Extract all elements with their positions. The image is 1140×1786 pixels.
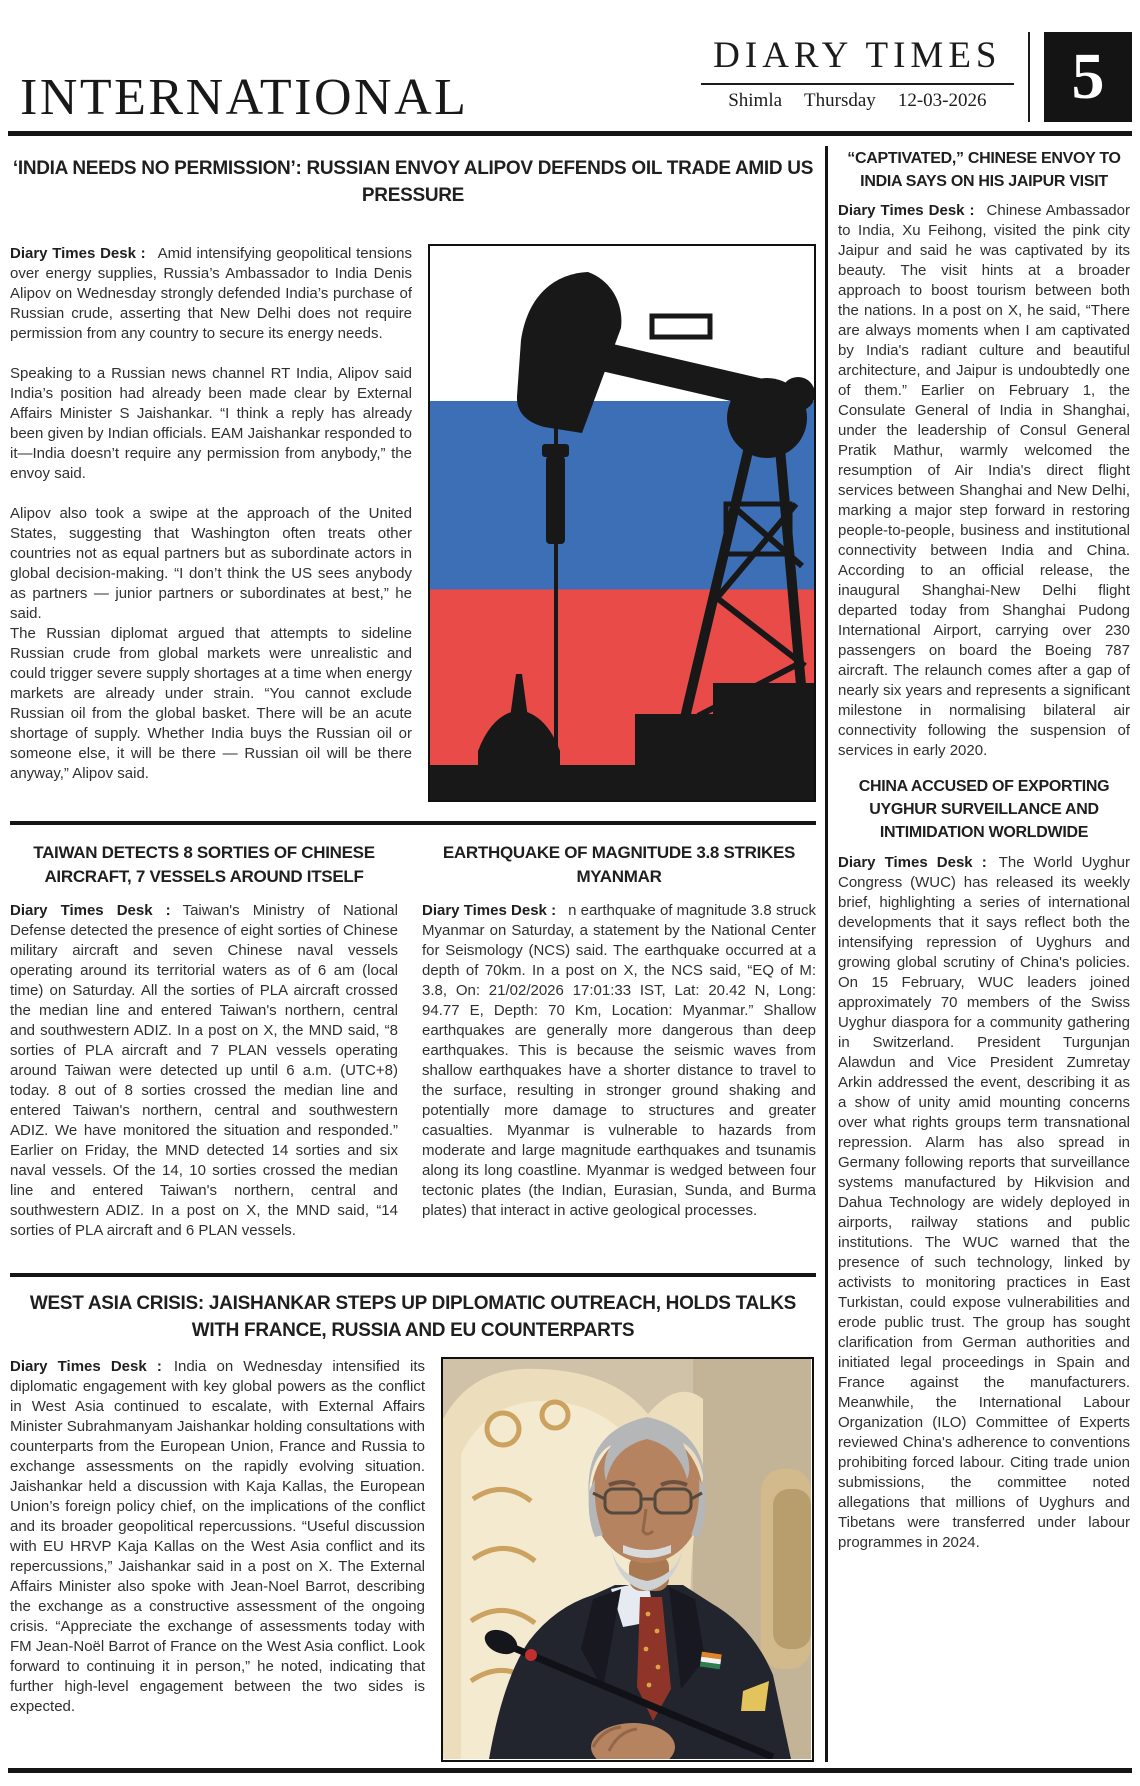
jaishankar-portrait-illustration: [443, 1359, 811, 1759]
masthead-group: [701, 32, 1132, 122]
article-uyghur-headline: CHINA ACCUSED OF EXPORTING UYGHUR SURVEILLANCE AND INTIMIDATION WORLDWIDE: [858, 778, 1110, 841]
oil-pumpjack-icon: [430, 246, 816, 802]
article-paragraph: Diary Times Desk : Taiwan's Ministry of National Defense detected the presence of eight sorties of Chinese military aircraft and seven Chinese naval vessels operating around its territorial waters as of 6 am (local time) on Saturday. All the sorties of PLA aircraft crossed the median line and entered Taiwan's northern, central and southwestern ADIZ. In a post on X, the MND said, “8 sorties of PLA aircraft and 7 PLAN vessels operating around Taiwan were detected up until 6 a.m. (UTC+8) today. 8 out of 8 sorties crossed the median line and entered Taiwan's northern, central and southwestern ADIZ. We have monitored the situation and responded.” Earlier on Friday, the MND detected 14 sorties and six naval vessels. Of the 14, 10 sorties crossed the median line and entered Taiwan's northern, central and southwestern ADIZ. In a post on X, the MND said, “14 sorties of PLA aircraft and 6 PLAN vessels.: [10, 902, 398, 1240]
jaishankar-photo: [441, 1357, 814, 1762]
byline: Diary Times Desk :: [422, 902, 557, 920]
page-number: 5: [1071, 40, 1105, 113]
article-jaipur: [838, 148, 1130, 761]
column-divider: [825, 146, 828, 1762]
article-paragraph: The Russian diplomat argued that attempts to sideline Russian crude from global markets were unrealistic and could trigger severe supply shortages at a time when energy markets are already under strain. “You cannot exclude Russian oil from the global basket. There will be an acute shortage of supply. Whether India buys the Russian oil or someone else, it will be there — Russian oil will be there anyway,” Alipov said.: [10, 624, 412, 782]
article-earthquake-body: [422, 901, 816, 1261]
article-alipov: [10, 156, 816, 825]
second-row: [10, 825, 816, 1261]
main-content: [10, 142, 816, 1762]
footer-rule: [8, 1768, 1132, 1773]
header-rule: [8, 131, 1132, 136]
right-column: [838, 148, 1130, 1774]
dateline-day: Thursday: [804, 90, 876, 111]
byline: Diary Times Desk :: [838, 202, 975, 220]
article-paragraph: Alipov also took a swipe at the approach of the United States, suggesting that Washington often treats other countries not as equal partners but as subordinate actors in global decision-making. “I don’t think the US sees anybody as partners — junior partners or subordinates at best,” he said.: [10, 504, 412, 622]
article-jaipur-body: [838, 201, 1130, 761]
article-west-asia-headline: WEST ASIA CRISIS: JAISHANKAR STEPS UP DIPLOMATIC OUTREACH, HOLDS TALKS WITH FRANCE, RUSSIA AND EU COUNTERPARTS: [29, 1293, 797, 1342]
article-taiwan: [10, 825, 398, 1261]
byline: Diary Times Desk :: [838, 853, 987, 871]
article-alipov-headline: ‘INDIA NEEDS NO PERMISSION’: RUSSIAN ENVOY ALIPOV DEFENDS OIL TRADE AMID US PRESSURE: [12, 158, 814, 206]
article-west-asia-body: [10, 1357, 425, 1761]
byline: Diary Times Desk :: [10, 1358, 162, 1376]
article-paragraph: Diary Times Desk : The World Uyghur Congress (WUC) has released its weekly brief, highlighting a series of international developments that it says reflect both the intensifying repression of Uyghurs and growing global scrutiny of China's policies. On 15 February, WUC leaders joined approximately 70 members of the Swiss Uyghur diaspora for a community gathering in Switzerland. President Turgunjan Alawdun and Vice President Zumretay Arkin addressed the event, describing it as a show of unity amid mounting concerns over what rights groups term transnational repression. Alarm has also spread in Germany following reports that surveillance systems manufactured by Hikvision and Dahua Technology are widely deployed in airports, railway stations and public institutions. The WUC warned that the presence of such technology, linked by activists to monitoring practices in East Turkistan, could expose vulnerabilities and erode public trust. The group has sought clarification from German authorities and initiated legal proceedings in Spain and France against the manufacturers. Meanwhile, the International Labour Organization (ILO) Committee of Experts reviewed China's adherence to conventions prohibiting forced labour. Citing trade union submissions, the committee noted allegations that millions of Uyghurs and Tibetans were transferred under labour programmes in 2024.: [838, 853, 1130, 1551]
article-taiwan-body: [10, 901, 398, 1261]
article-paragraph: Diary Times Desk : Amid intensifying geopolitical tensions over energy supplies, Russia’s Ambassador to India Denis Alipov on Wednesday strongly defended India’s purchase of Russian crude, asserting that New Delhi does not require permission from any country to secure its energy needs.: [10, 244, 412, 342]
section-rule: [10, 1273, 816, 1277]
article-earthquake: [422, 825, 816, 1261]
article-jaipur-headline: “CAPTIVATED,” CHINESE ENVOY TO INDIA SAYS ON HIS JAIPUR VISIT: [847, 150, 1121, 190]
article-paragraph: Speaking to a Russian news channel RT India, Alipov said India’s position had already been made clear by External Affairs Minister S Jaishankar. “I think a reply has already been given by Indian officials. EAM Jaishankar responded to it—India doesn’t require any permission from anybody,” the envoy said.: [10, 364, 412, 482]
byline: Diary Times Desk :: [10, 902, 171, 920]
article-uyghur-body: [838, 853, 1130, 1553]
article-west-asia: [10, 1291, 816, 1762]
article-paragraph: Diary Times Desk : Chinese Ambassador to India, Xu Feihong, visited the pink city Jaipur and said he was captivated by its beauty. The visit hints at a broader approach to boost tourism between both the nations. In a post on X, he said, “There are always moments when I am captivated by India's radiant culture and beautiful architecture, and Jaipur is undoubtedly one of them.” Earlier on February 1, the Consulate General of India in Shanghai, under the leadership of Consul General Pratik Mathur, warmly welcomed the resumption of Air India's direct flight services between Shanghai and New Delhi, marking a major step forward in restoring people-to-people, business and institutional connectivity between India and China. According to an official release, the inaugural Shanghai-New Delhi flight departed today from Shanghai Pudong International Airport, carrying over 230 passengers on board the Boeing 787 aircraft. The relaunch comes after a gap of nearly six years and represents a significant milestone in normalising bilateral air connectivity following the suspension of services in early 2020.: [838, 202, 1130, 760]
article-uyghur: [838, 776, 1130, 1552]
page-header: [8, 0, 1132, 131]
page-number-badge: [1044, 32, 1132, 122]
section-title: INTERNATIONAL: [20, 69, 469, 126]
dateline-place: Shimla: [728, 90, 783, 111]
header-vertical-divider: [1028, 32, 1031, 122]
masthead-rule: [701, 83, 1013, 85]
article-alipov-body: [10, 244, 412, 807]
article-paragraph: Diary Times Desk : India on Wednesday intensified its diplomatic engagement with key global powers as the conflict in West Asia continued to escalate, with External Affairs Minister Subrahmanyam Jaishankar holding consultations with counterparts from the European Union, France and Russia to exchange assessments on the rapidly evolving situation. Jaishankar held a discussion with Kaja Kallas, the European Union’s foreign policy chief, on the implications of the conflict and its broader geopolitical repercussions. “Useful discussion with EU HRVP Kaja Kallas on the West Asia conflict and its repercussions,” Jaishankar said in a post on X. The External Affairs Minister also spoke with Jean-Noel Barrot, describing the exchange as a constructive assessment of the ongoing crisis. “Appreciate the exchange of assessments today with FM Jean-Noël Barrot of France on the West Asia conflict. Look forward to continuing it in person,” he noted, indicating that further high-level engagement between the two sides is expected.: [10, 1358, 425, 1716]
article-earthquake-headline: EARTHQUAKE OF MAGNITUDE 3.8 STRIKES MYANMAR: [442, 842, 796, 887]
dateline-date: 12-03-2026: [897, 90, 987, 111]
byline: Diary Times Desk :: [10, 244, 146, 262]
newspaper-name: DIARY TIMES: [713, 35, 1002, 76]
pumpjack-russian-flag-illustration: [428, 244, 816, 802]
dateline: [701, 90, 1013, 112]
masthead-text: [701, 32, 1013, 122]
article-paragraph: Diary Times Desk : n earthquake of magnitude 3.8 struck Myanmar on Saturday, a statement by the National Center for Seismology (NCS) said. The earthquake occurred at a depth of 70km. In a post on X, the NCS said, “EQ of M: 3.8, On: 21/02/2026 17:01:33 IST, Lat: 20.42 N, Long: 94.77 E, Depth: 70 Km, Location: Myanmar.” Shallow earthquakes are generally more dangerous than deep earthquakes. This is because the seismic waves from shallow earthquakes have a shorter distance to travel to the surface, resulting in stronger ground shaking and potentially more damage to structures and greater casualties. Myanmar is vulnerable to hazards from moderate and large magnitude earthquakes and tsunamis along its long coastline. Myanmar is wedged between four tectonic plates (the Indian, Eurasian, Sunda, and Burma plates) that interact in active geological processes.: [422, 902, 816, 1220]
article-taiwan-headline: TAIWAN DETECTS 8 SORTIES OF CHINESE AIRCRAFT, 7 VESSELS AROUND ITSELF: [33, 842, 375, 887]
